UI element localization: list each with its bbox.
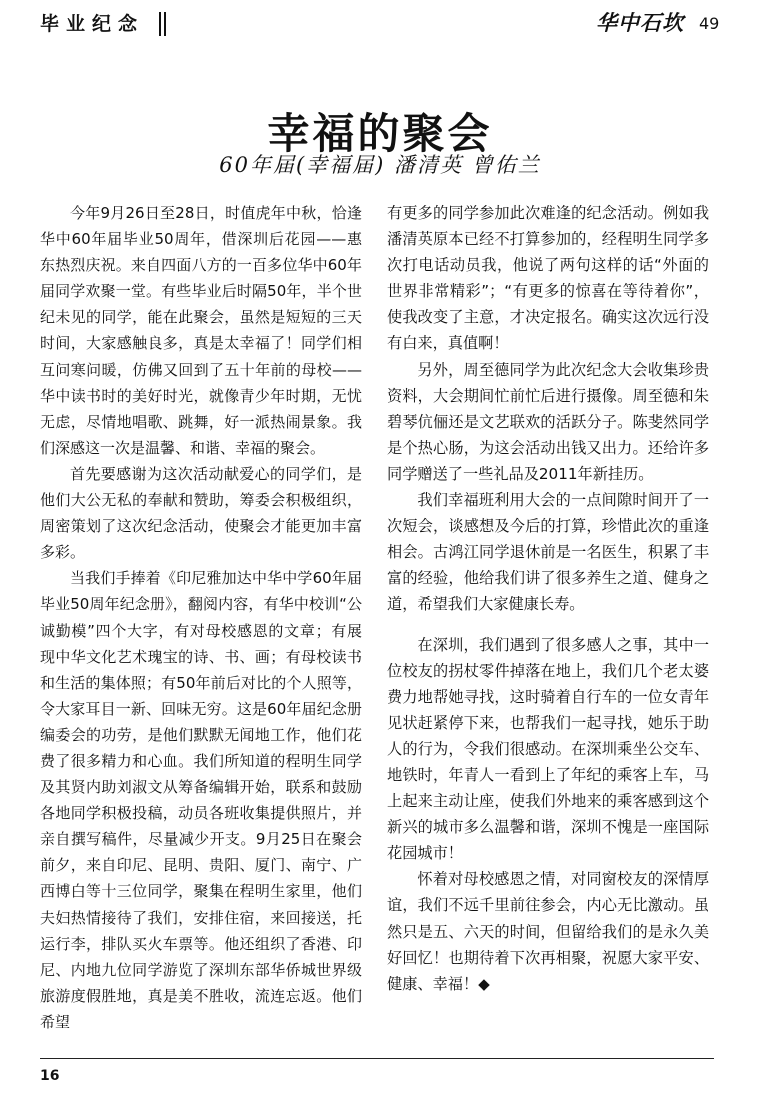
footer-rule [40, 1058, 714, 1059]
header-page-number: 49 [699, 14, 720, 33]
magazine-name: 华中石坎 [596, 10, 684, 35]
paragraph: 怀着对母校感恩之情，对同窗校友的深情厚谊，我们不远千里前往参会，内心无比激动。虽然只是五、六天的时间，但留给我们的是永久美好回忆！也期待着下次再相聚，祝愿大家平安、健康、幸福！◆ [387, 870, 709, 993]
section-label: 毕业纪念 [40, 13, 145, 35]
paragraph: 今年9月26日至28日，时值虎年中秋，恰逢华中60年届毕业50周年，借深圳后花园——惠东热烈庆祝。来自四面八方的一百多位华中60年届同学欢聚一堂。有些毕业后时隔50年，半个世纪未见的同学，能在此聚会，虽然是短短的三天时间，大家感触良多，真是太幸福了！同学们相互问寒问暖，仿佛又回到了五十年前的母校——华中读书时的美好时光，就像青少年时期，无忧无虑，尽情地唱歌、跳舞，好一派热闹景象。我们深感这一次是温馨、和谐、幸福的聚会。 [40, 204, 362, 457]
right-column [387, 200, 709, 997]
paragraph: 当我们手捧着《印尼雅加达中华中学60年届毕业50周年纪念册》，翻阅内容，有华中校训“公诚勤模”四个大字，有对母校感恩的文章；有展现中华文化艺术瑰宝的诗、书、画；有母校读书和生活的集体照；有50年前后对比的个人照等，令大家耳目一新、回味无穷。这是60年届纪念册编委会的功劳，是他们默默无闻地工作，他们花费了很多精力和心血。我们所知道的程明生同学及其贤内助刘淑文从筹备编辑开始，联系和鼓励各地同学积极投稿，动员各班收集提供照片，并亲自撰写稿件，尽量减少开支。9月25日在聚会前夕，来自印尼、昆明、贵阳、厦门、南宁、广西博白等十三位同学，聚集在程明生家里，他们夫妇热情接待了我们，安排住宿，来回接送，托运行李，排队买火车票等。他还组织了香港、印尼、内地九位同学游览了深圳东部华侨城世界级旅游度假胜地，真是美不胜收，流连忘返。他们希望 [40, 569, 362, 1031]
article-byline: 60年届(幸福届) 潘清英 曾佑兰 [219, 153, 541, 177]
left-column [40, 200, 362, 1035]
paragraph: 有更多的同学参加此次难逢的纪念活动。例如我潘清英原本已经不打算参加的，经程明生同学多次打电话动员我，他说了两句这样的话“外面的世界非常精彩”；“有更多的惊喜在等待着你”，使我改变了主意，才决定报名。确实这次远行没有白来，真值啊！ [387, 204, 709, 353]
section-divider-bars [159, 10, 167, 38]
footer-page-number: 16 [40, 1068, 60, 1084]
paragraph: 另外，周至德同学为此次纪念大会收集珍贵资料，大会期间忙前忙后进行摄像。周至德和朱碧琴伉俪还是文艺联欢的活跃分子。陈斐然同学是个热心肠，为这会活动出钱又出力。还给许多同学赠送了一些礼品及2011年新挂历。 [387, 360, 709, 483]
article-title: 幸福的聚会 [267, 109, 493, 159]
paragraph: 在深圳，我们遇到了很多感人之事，其中一位校友的拐杖零件掉落在地上，我们几个老太婆费力地帮她寻找，这时骑着自行车的一位女青年见状赶紧停下来，也帮我们一起寻找，她乐于助人的行为，令我们很感动。在深圳乘坐公交车、地铁时，年青人一看到上了年纪的乘客上车，马上起来主动让座，使我们外地来的乘客感到这个新兴的城市多么温馨和谐，深圳不愧是一座国际花园城市！ [387, 635, 709, 863]
paragraph: 首先要感谢为这次活动献爱心的同学们，是他们大公无私的奉献和赞助，筹委会积极组织，周密策划了这次纪念活动，使聚会才能更加丰富多彩。 [40, 464, 362, 562]
paragraph: 我们幸福班利用大会的一点间隙时间开了一次短会，谈感想及今后的打算，珍惜此次的重逢相会。古鸿江同学退休前是一名医生，积累了丰富的经验，他给我们讲了很多养生之道、健身之道，希望我们大家健康长寿。 [387, 491, 709, 614]
